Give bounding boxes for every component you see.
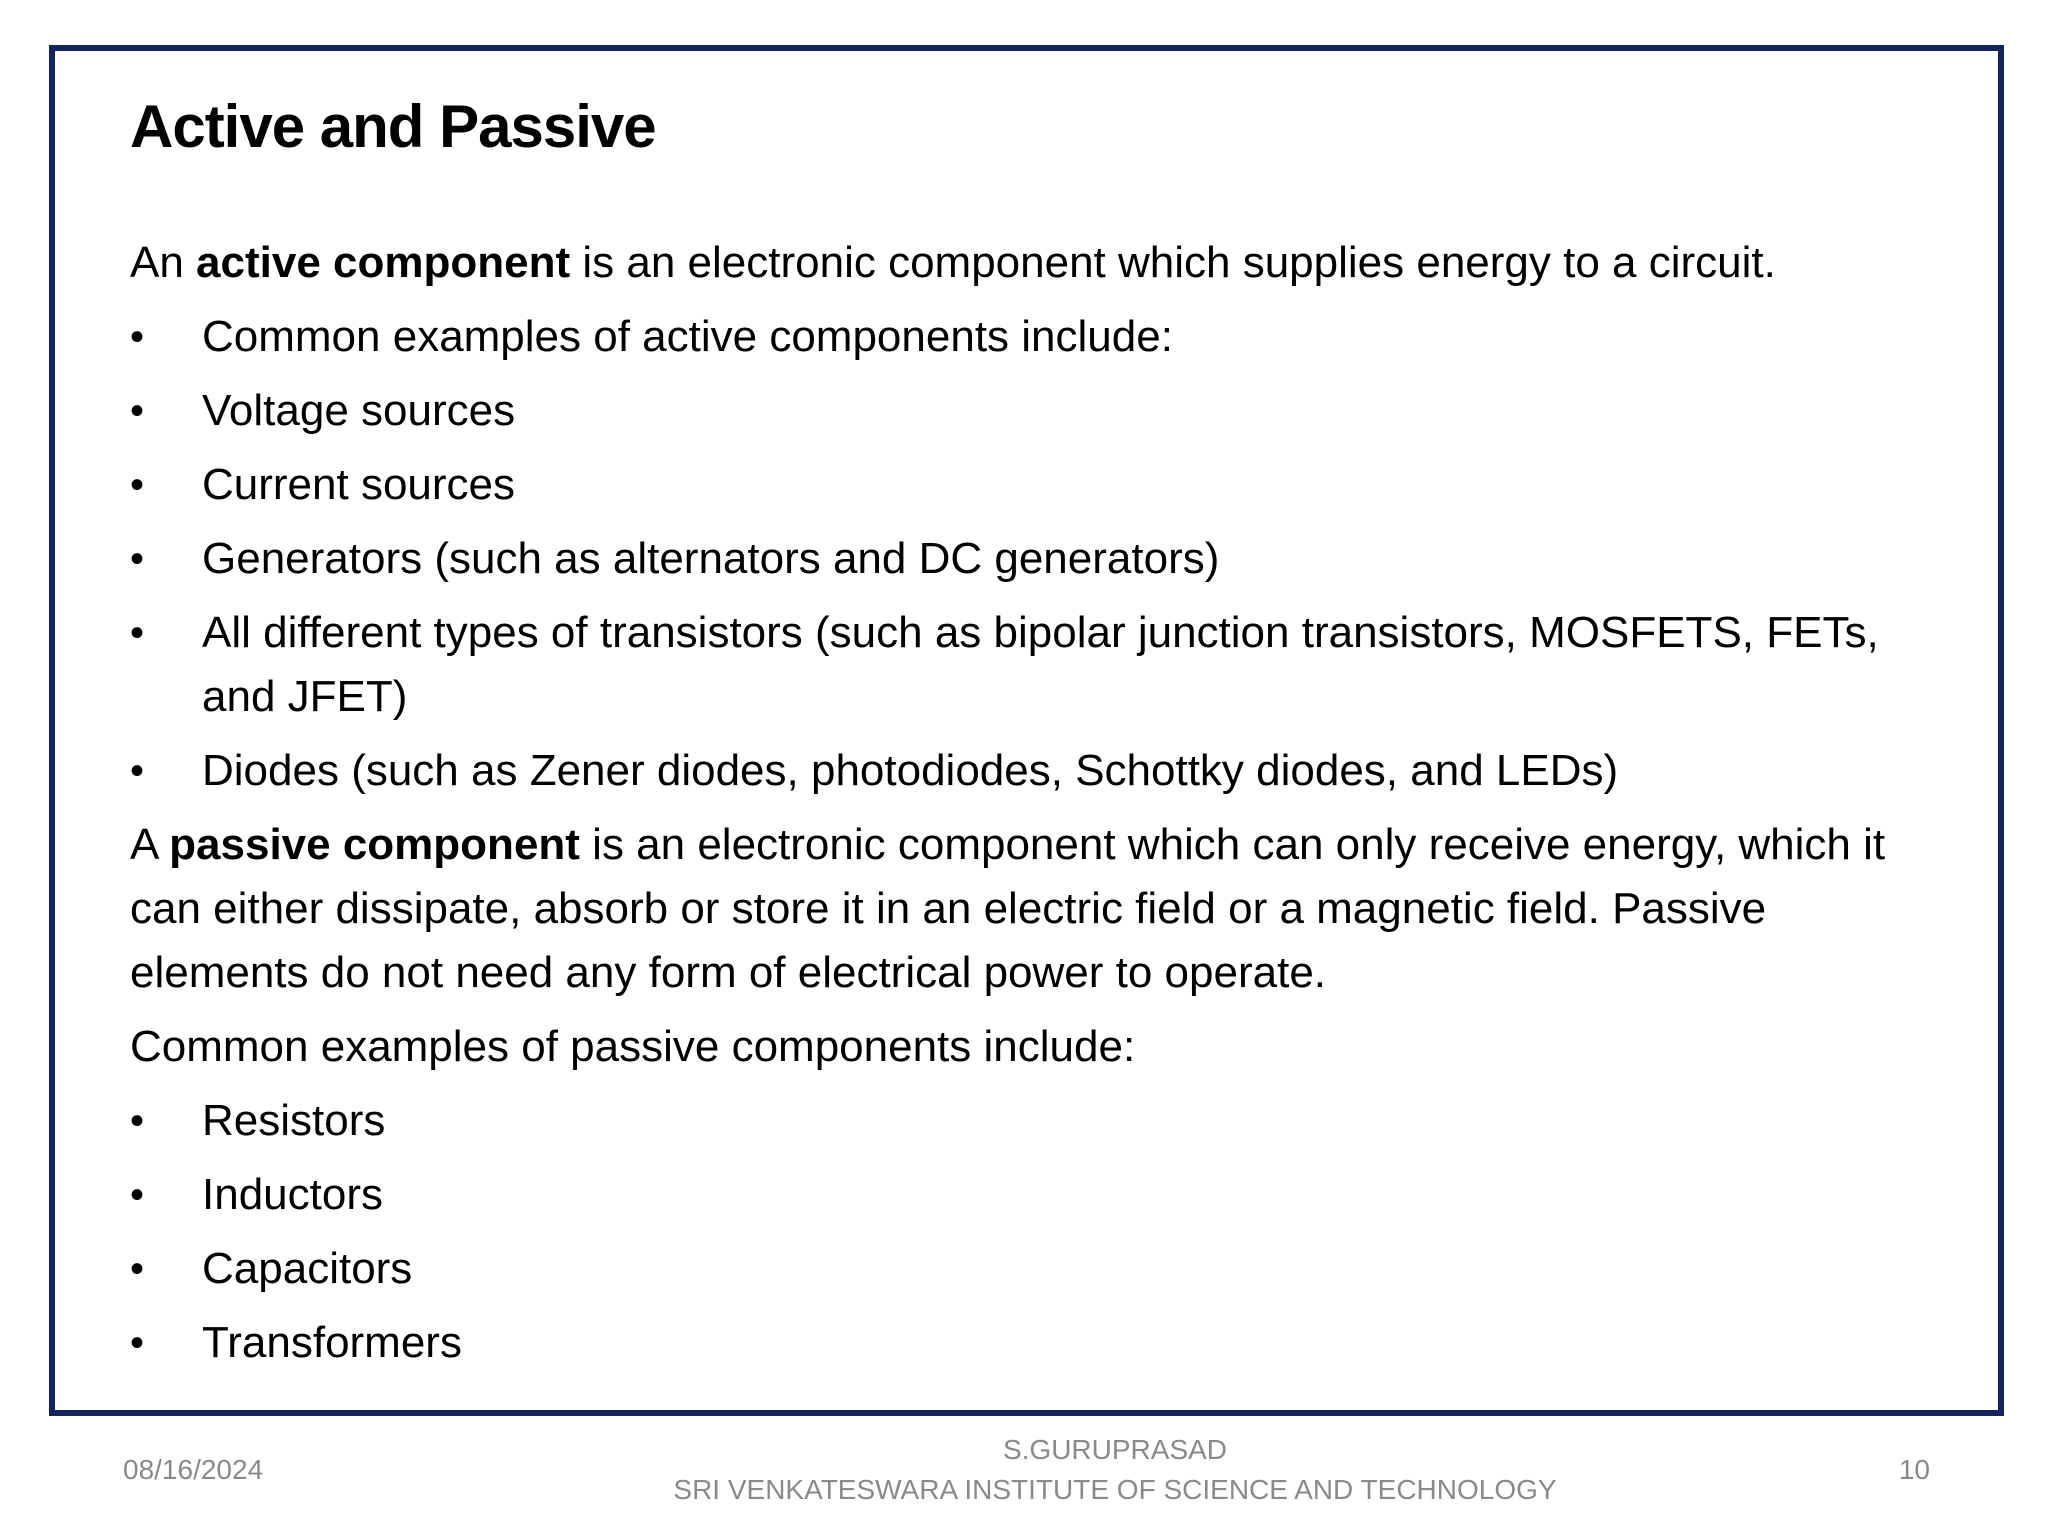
list-item	[130, 379, 1950, 443]
list-item-text: Resistors	[202, 1096, 386, 1145]
list-item	[130, 527, 1950, 591]
passive-definition-suffix: is an electronic component which can only receive energy, which it can either dissipate, absorb or store it in an electric field or a magnetic field. Passive elements do not need any form of electrical power to operate.	[130, 820, 1886, 997]
active-definition	[130, 231, 1950, 295]
bullet-icon: •	[130, 1247, 145, 1291]
list-item	[130, 601, 1950, 729]
bullet-icon: •	[130, 537, 145, 581]
active-bullet-list	[130, 305, 1950, 803]
passive-intro: Common examples of passive components include:	[130, 1022, 1136, 1071]
bullet-icon: •	[130, 1321, 145, 1365]
passive-definition-prefix: A	[130, 820, 170, 869]
footer-page-number: 10	[1898, 1454, 1930, 1485]
passive-definition-term: passive component	[169, 820, 580, 869]
bullet-icon: •	[130, 749, 145, 793]
passive-definition	[130, 813, 1950, 1005]
slide-title: Active and Passive	[130, 93, 656, 160]
list-item-text: Diodes (such as Zener diodes, photodiodes, Schottky diodes, and LEDs)	[202, 746, 1619, 795]
bullet-icon: •	[130, 389, 145, 433]
slide-body	[130, 231, 1950, 1385]
footer-date: 08/16/2024	[123, 1454, 264, 1485]
list-item-text: Generators (such as alternators and DC generators)	[202, 534, 1220, 583]
active-definition-prefix: An	[130, 238, 197, 287]
bullet-icon: •	[130, 315, 145, 359]
bullet-icon: •	[130, 611, 145, 655]
list-item-text: All different types of transistors (such as bipolar junction transistors, MOSFETS, FETs, and JFET)	[202, 608, 1879, 721]
list-item	[130, 1089, 1950, 1153]
list-item	[130, 739, 1950, 803]
bullet-icon: •	[130, 1099, 145, 1143]
bullet-icon: •	[130, 463, 145, 507]
passive-bullet-list	[130, 1089, 1950, 1375]
list-item-text: Transformers	[202, 1318, 462, 1367]
list-item-text: Common examples of active components include:	[202, 312, 1173, 361]
list-item-text: Inductors	[202, 1170, 383, 1219]
bullet-icon: •	[130, 1173, 145, 1217]
list-item-text: Voltage sources	[202, 386, 516, 435]
list-item	[130, 305, 1950, 369]
list-item	[130, 1311, 1950, 1375]
list-item	[130, 1163, 1950, 1227]
list-item	[130, 453, 1950, 517]
list-item-text: Capacitors	[202, 1244, 413, 1293]
active-definition-suffix: is an electronic component which supplies energy to a circuit.	[570, 238, 1776, 287]
footer-institution: SRI VENKATESWARA INSTITUTE OF SCIENCE AND TECHNOLOGY	[673, 1474, 1557, 1505]
list-item	[130, 1237, 1950, 1301]
slide-frame	[49, 45, 2004, 1416]
list-item-text: Current sources	[202, 460, 516, 509]
footer-center	[560, 1430, 1670, 1510]
active-definition-term: active component	[196, 238, 571, 287]
footer-author: S.GURUPRASAD	[1002, 1434, 1228, 1465]
